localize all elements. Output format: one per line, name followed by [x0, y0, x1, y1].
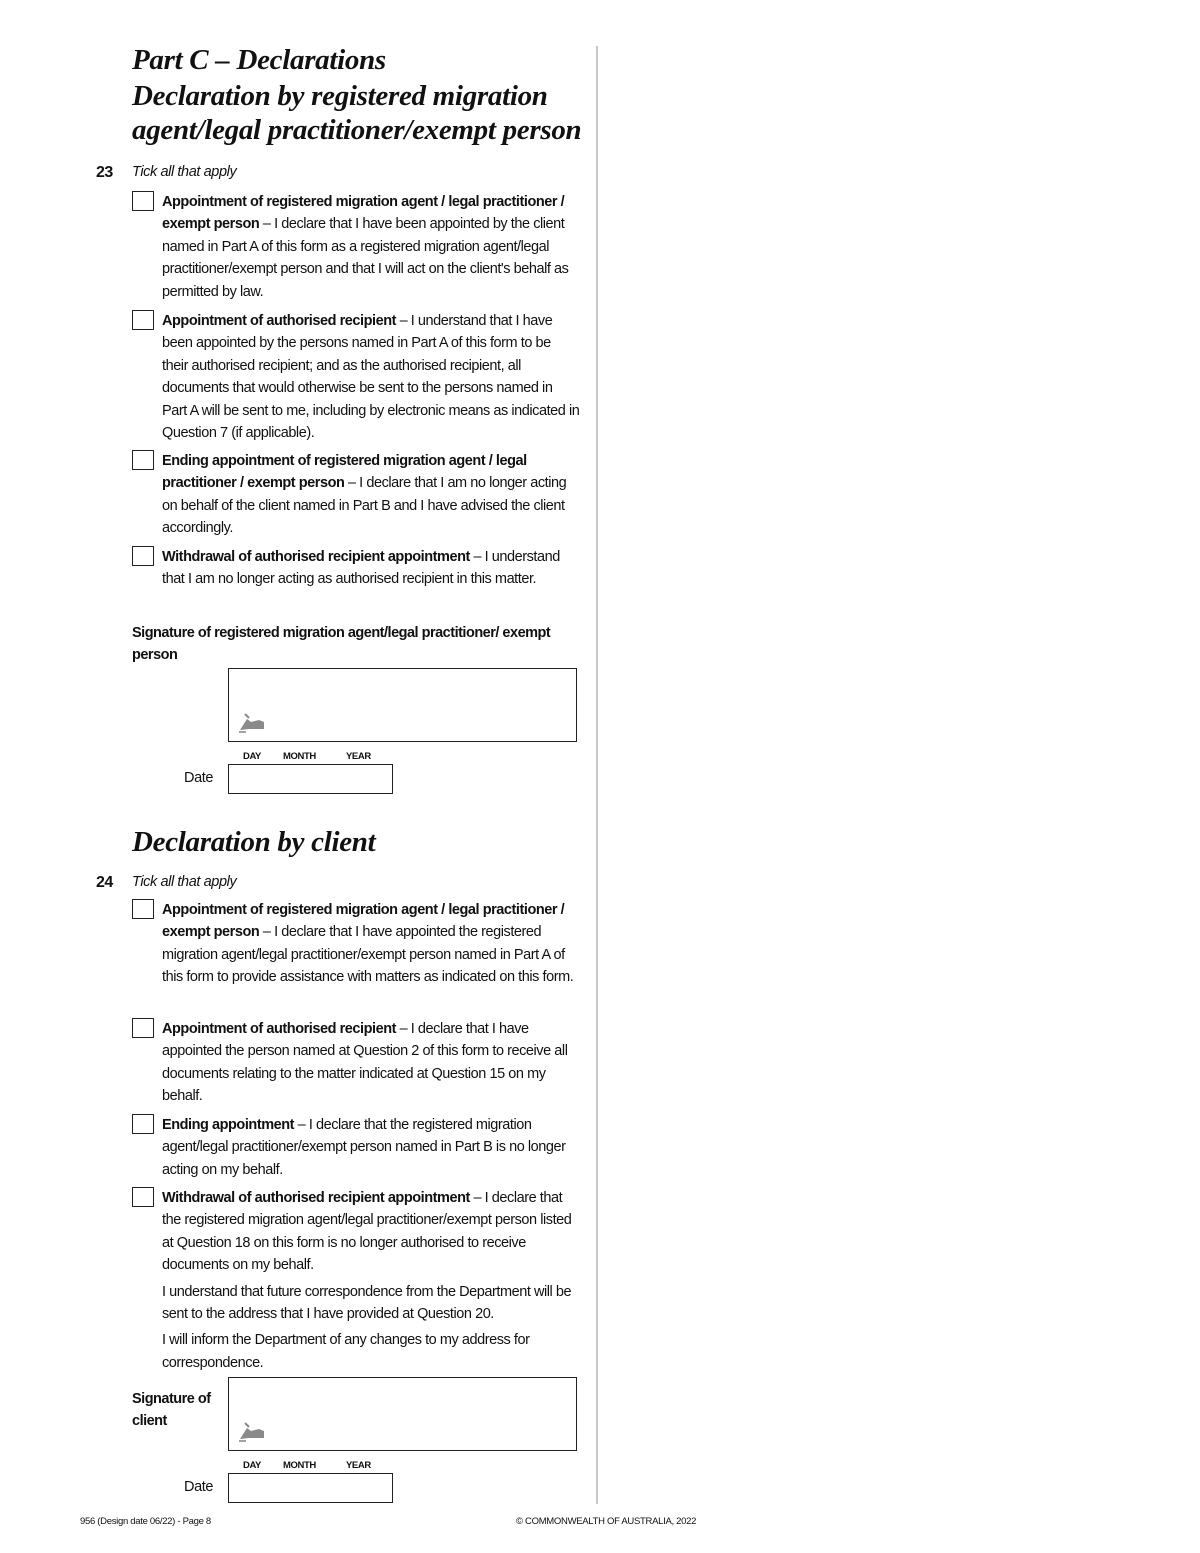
- option-title: Appointment of registered migration agent / legal practitioner / exempt person: [162, 902, 565, 941]
- declaration-option: [132, 1018, 580, 1108]
- option-text: – I understand that I am no longer acting as authorised recipient in this matter.: [162, 549, 560, 588]
- declaration-option: [132, 546, 580, 591]
- footer-form-code: 956 (Design date 06/22) - Page 8: [80, 1516, 211, 1527]
- declaration-option: [132, 191, 580, 303]
- agent-date-field[interactable]: [228, 764, 393, 794]
- agent-signature-field[interactable]: [228, 668, 577, 742]
- declaration-option: [132, 310, 580, 444]
- checkbox-withdrawal-recipient[interactable]: [132, 546, 154, 566]
- year-label: YEAR: [346, 751, 371, 762]
- pen-signature-icon: [237, 1420, 267, 1442]
- declaration-option: [132, 1187, 580, 1374]
- future-correspondence-note: I understand that future correspondence from the Department will be sent to the address that I have provided at Question 20.: [162, 1283, 572, 1323]
- instruction-24: Tick all that apply: [132, 874, 237, 890]
- checkbox-client-ending-appointment[interactable]: [132, 1114, 154, 1134]
- client-date-field[interactable]: [228, 1473, 393, 1503]
- month-label: MONTH: [283, 751, 316, 762]
- agent-signature-label: Signature of registered migration agent/legal practitioner/ exempt person: [132, 625, 551, 663]
- option-text: – I declare that the registered migration agent/legal practitioner/exempt person named in Part B is no longer acting on my behalf.: [162, 1117, 566, 1178]
- option-title: Appointment of authorised recipient: [162, 1021, 396, 1037]
- option-title: Ending appointment of registered migration agent / legal practitioner / exempt person: [162, 453, 527, 492]
- checkbox-ending-appointment[interactable]: [132, 450, 154, 470]
- checkbox-appointment-agent[interactable]: [132, 191, 154, 211]
- pen-signature-icon: [237, 711, 267, 733]
- option-text: – I understand that I have been appointed by the persons named in Part A of this form to be their authorised recipient; and as the authorised recipient, all documents that would otherwise be sent to the persons named in Part A will be sent to me, including by electronic means as indicated in Question 7 (if applicable).: [162, 313, 580, 442]
- option-text: – I declare that I have been appointed by the client named in Part A of this form as a registered migration agent/legal practitioner/exempt person and that I will act on the client's behalf as permitted by law.: [162, 216, 569, 300]
- question-number-23: 23: [96, 164, 113, 181]
- option-text: – I declare that the registered migration agent/legal practitioner/exempt person listed at Question 18 on this form is no longer authorised to receive documents on my behalf.: [162, 1190, 572, 1274]
- client-date-label: Date: [184, 1479, 214, 1495]
- option-title: Appointment of authorised recipient: [162, 313, 396, 329]
- agent-declaration-heading-line1: Declaration by registered migration: [132, 80, 548, 112]
- agent-date-label: Date: [184, 770, 214, 786]
- checkbox-appointment-recipient[interactable]: [132, 310, 154, 330]
- footer-copyright: © COMMONWEALTH OF AUSTRALIA, 2022: [516, 1516, 697, 1527]
- checkbox-client-appointment-recipient[interactable]: [132, 1018, 154, 1038]
- month-label: MONTH: [283, 1460, 316, 1471]
- client-signature-label: Signature of client: [132, 1391, 211, 1429]
- option-text: – I declare that I have appointed the person named at Question 2 of this form to receive all documents relating to the matter indicated at Question 15 on my behalf.: [162, 1021, 568, 1105]
- agent-declaration-heading-line2: agent/legal practitioner/exempt person: [132, 114, 582, 146]
- client-declaration-heading: Declaration by client: [132, 826, 376, 858]
- checkbox-client-withdrawal-recipient[interactable]: [132, 1187, 154, 1207]
- address-change-note: I will inform the Department of any changes to my address for correspondence.: [162, 1332, 530, 1371]
- option-title: Appointment of registered migration agent / legal practitioner / exempt person: [162, 194, 565, 233]
- year-label: YEAR: [346, 1460, 371, 1471]
- part-title: Part C – Declarations: [132, 44, 386, 76]
- question-number-24: 24: [96, 874, 113, 891]
- column-divider: [596, 46, 598, 1504]
- option-title: Ending appointment: [162, 1117, 295, 1133]
- declaration-option: [132, 450, 580, 540]
- option-text: – I declare that I have appointed the registered migration agent/legal practitioner/exempt person named in Part A of this form to provide assistance with matters as indicated on this form.: [162, 924, 574, 986]
- option-title: Withdrawal of authorised recipient appointment: [162, 549, 470, 565]
- option-text: – I declare that I am no longer acting on behalf of the client named in Part B and I have advised the client accordingly.: [162, 475, 567, 537]
- declaration-option: [132, 1114, 580, 1181]
- day-label: DAY: [243, 1460, 261, 1471]
- instruction-23: Tick all that apply: [132, 164, 237, 180]
- client-signature-field[interactable]: [228, 1377, 577, 1451]
- checkbox-client-appointment-agent[interactable]: [132, 899, 154, 919]
- option-title: Withdrawal of authorised recipient appointment: [162, 1190, 470, 1206]
- day-label: DAY: [243, 751, 261, 762]
- declaration-option: [132, 899, 580, 989]
